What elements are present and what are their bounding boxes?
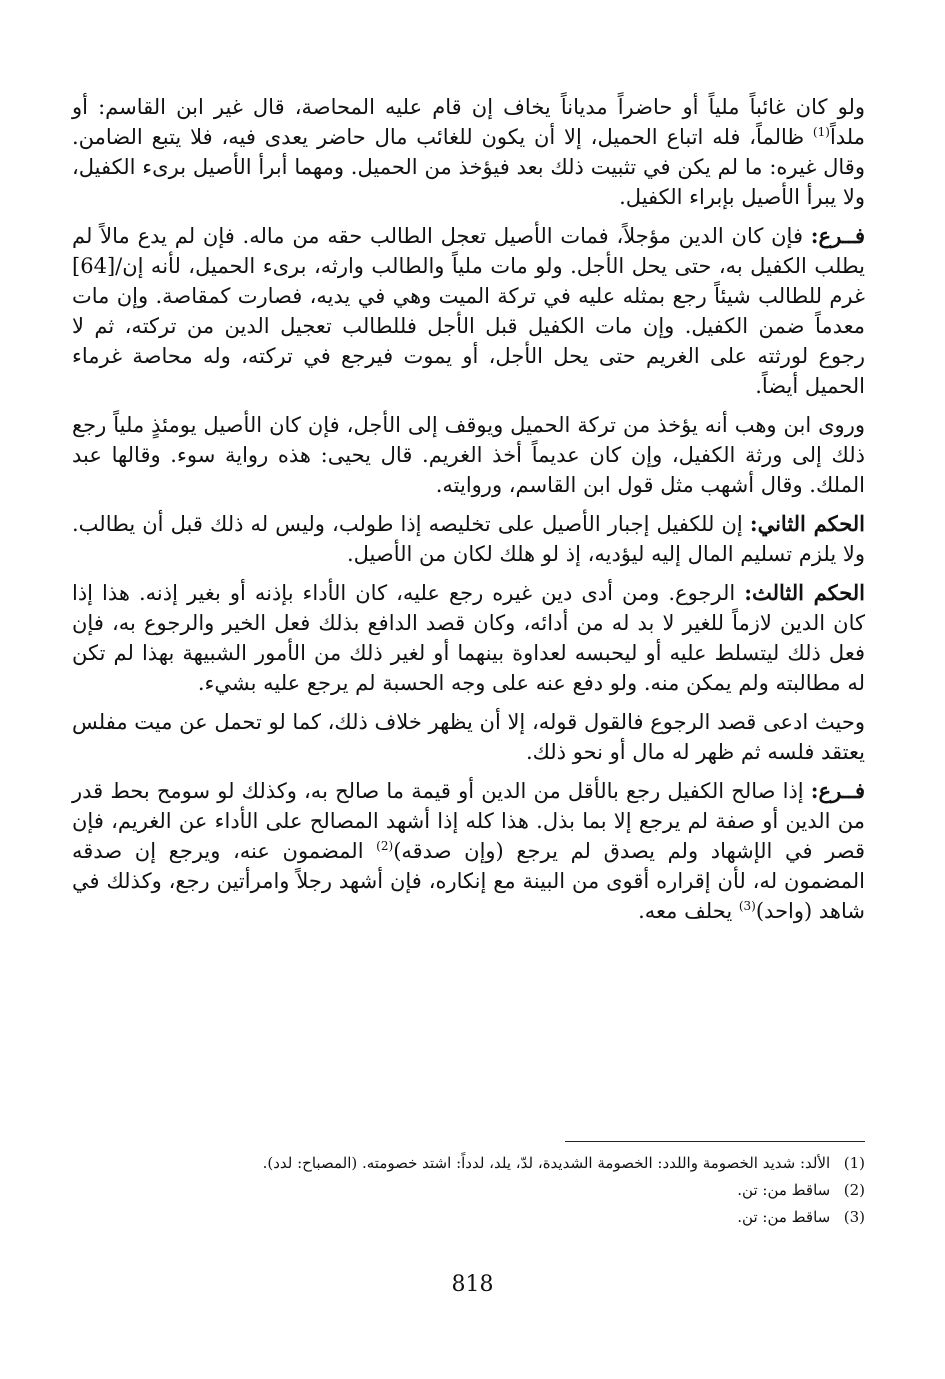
footnote-divider [565,1141,865,1142]
paragraph-2 [72,221,865,401]
paragraph-text: إن للكفيل إجبار الأصيل على تخليصه إذا طولب، وليس له ذلك قبل أن يطالب. ولا يلزم تسليم المال إليه ليؤديه، إذ لو هلك لكان من الأصيل. [72,512,865,566]
paragraph-text: فإن كان الدين مؤجلاً، فمات الأصيل تعجل الطالب حقه من ماله. فإن لم يدع مالاً لم يطلب الكفيل به، حتى يحل الأجل. ولو مات ملياً والطالب وارثه، برىء الحميل، لأنه إن/[64] غرم للطالب شيئاً رجع بمثله عليه في تركة الميت وهي في يديه، فصارت كمقاصة. وإن مات معدماً ضمن الكفيل. وإن مات الكفيل قبل الأجل فللطالب تعجيل الدين من تركته، ثم لا رجوع لورثته على الغريم حتى يحل الأجل، أو يموت فيرجع في تركته، وله محاصة غرماء الحميل أيضاً. [72,224,865,398]
section-lead: الحكم الثالث: [744,580,865,605]
paragraph-text: الرجوع. ومن أدى دين غيره رجع عليه، كان الأداء بإذنه أو بغير إذنه. هذا إذا كان الدين لازماً للغير لا بد له من أدائه، وكان قصد الدافع بذلك فعل الخير والرجوع به، فإن فعل ذلك ليتسلط عليه أو ليحبسه لعداوة بينهما أو لغير ذلك من الأمور الشبيهة بهذا لم تكن له مطالبته ولم يمكن منه. ولو دفع عنه على وجه الحسبة لم يرجع عليه بشيء. [72,581,865,695]
footnote-number: (1) [843,1154,865,1172]
paragraph-6 [72,707,865,767]
footnote-text: ساقط من: تن. [737,1208,831,1226]
footnote-number: (2) [843,1181,865,1199]
footnote-ref-1: (1) [812,125,830,139]
paragraph-3 [72,410,865,500]
paragraph-text: وحيث ادعى قصد الرجوع فالقول قوله، إلا أن يظهر خلاف ذلك، كما لو تحمل عن ميت مفلس يعتقد فلسه ثم ظهر له مال أو نحو ذلك. [72,710,865,764]
footnote-ref-2: (2) [376,839,394,853]
paragraph-1 [72,92,865,212]
main-text [72,92,865,935]
paragraph-text: وروى ابن وهب أنه يؤخذ من تركة الحميل ويوقف إلى الأجل، فإن كان الأصيل يومئذٍ ملياً رجع ذلك إلى ورثة الكفيل، وإن كان عديماً أخذ الغريم. قال يحيى: هذه رواية سوء. وقالها عبد الملك. وقال أشهب مثل قول ابن القاسم، وروايته. [72,413,865,497]
paragraph-text-end: يحلف معه. [638,899,739,923]
paragraph-text: ولو كان غائباً ملياً أو حاضراً مدياناً يخاف إن قام عليه المحاصة، قال غير ابن القاسم: أو ملداً [72,95,865,149]
footnotes [72,1150,865,1231]
footnote-ref-3: (3) [738,899,756,913]
paragraph-text-cont: ظالماً، فله اتباع الحميل، إلا أن يكون للغائب مال حاضر يعدى فيه، فلا يتبع الضامن. وقال غيره: ما لم يكن في تثبيت ذلك بعد فيؤخذ من الحميل. ومهما أبرأ الأصيل برىء الكفيل، ولا يبرأ الأصيل بإبراء الكفيل. [72,125,865,209]
paragraph-text-cont: المضمون عنه، ويرجع إن صدقه المضمون له، لأن إقراره أقوى من البينة مع إنكاره، فإن أشهد رجلاً وامرأتين رجع، وكذلك في شاهد (واحد) [72,839,865,923]
page-number: 818 [451,1272,494,1297]
footnote-number: (3) [843,1208,865,1226]
paragraph-text: إذا صالح الكفيل رجع بالأقل من الدين أو قيمة ما صالح به، وكذلك لو سومح بحط قدر من الدين أو صفة لم يرجع إلا بما بذل. هذا كله إذا أشهد المصالح على الأداء عن الغريم، فإن قصر في الإشهاد ولم يصدق لم يرجع (وإن صدقه) [72,779,865,863]
paragraph-7 [72,776,865,926]
paragraph-5 [72,578,865,698]
footnote-2 [72,1177,865,1204]
footnote-text: الألد: شديد الخصومة واللدد: الخصومة الشديدة، لدّ، يلد، لدداً: اشتد خصومته. (المصباح: لدد). [262,1154,831,1172]
footnote-text: ساقط من: تن. [737,1181,831,1199]
section-lead: الحكم الثاني: [749,511,865,536]
section-lead: فــرع: [810,778,865,803]
section-lead: فــرع: [810,223,865,248]
paragraph-4 [72,509,865,569]
footnote-3 [72,1204,865,1231]
footnote-1 [72,1150,865,1177]
